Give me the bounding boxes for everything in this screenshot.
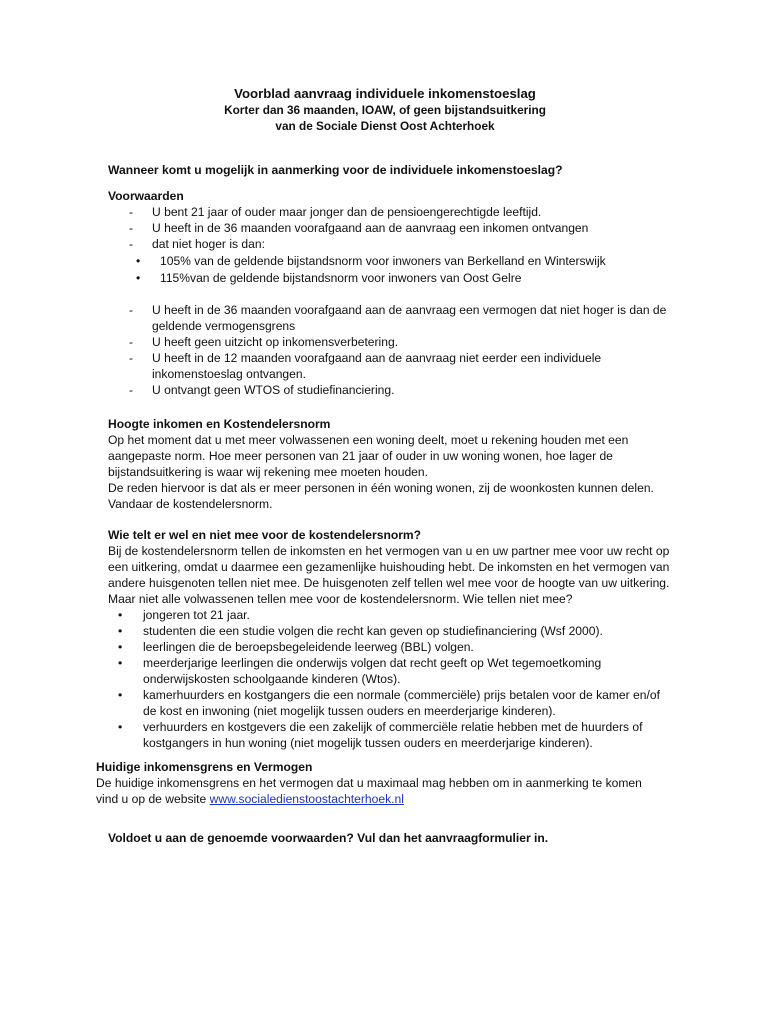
paragraph-line: De huidige inkomensgrens en het vermogen dat u maximaal mag hebben om in aanmerking te komen xyxy=(96,776,642,790)
conditions-heading: Voorwaarden xyxy=(108,189,184,203)
dash-marker: - xyxy=(129,221,134,235)
condition-text: geldende vermogensgrens xyxy=(152,319,296,333)
website-link[interactable]: www.socialedienstoostachterhoek.nl xyxy=(209,792,404,806)
condition-text: U bent 21 jaar of ouder maar jonger dan de pensioengerechtigde leeftijd. xyxy=(152,205,542,219)
paragraph-line: een uitkering, omdat u daarmee een gezamenlijke huishouding hebt. De inkomsten en het vermogen van xyxy=(108,560,670,574)
cost-sharer-heading: Wie telt er wel en niet mee voor de kostendelersnorm? xyxy=(108,528,422,542)
exclusion-text: verhuurders en kostgevers die een zakelijk of commerciële relatie hebben met de huurders of xyxy=(143,720,643,734)
dash-marker: - xyxy=(129,303,134,317)
exclusion-text: onderwijskosten schoolgaande kinderen (Wtos). xyxy=(143,672,401,686)
condition-text: dat niet hoger is dan: xyxy=(152,237,265,251)
income-height-heading: Hoogte inkomen en Kostendelersnorm xyxy=(108,417,331,431)
document-subtitle-organisation: van de Sociale Dienst Oost Achterhoek xyxy=(275,119,495,133)
dash-marker: - xyxy=(129,205,134,219)
dash-marker: - xyxy=(129,351,134,365)
exclusion-text: de kost en inwoning (niet mogelijk tussen ouders en meerderjarige kinderen). xyxy=(143,704,556,718)
exclusion-text: kostgangers in hun woning (niet mogelijk tussen ouders en meerderjarige kinderen). xyxy=(143,736,593,750)
current-limit-heading: Huidige inkomensgrens en Vermogen xyxy=(96,760,313,774)
paragraph-line: andere huisgenoten tellen niet mee. De huisgenoten zelf tellen wel mee voor de hoogte van uw uitkering. xyxy=(108,576,670,590)
document-title: Voorblad aanvraag individuele inkomenstoeslag xyxy=(234,86,536,101)
bullet-marker: • xyxy=(118,688,123,702)
closing-statement: Voldoet u aan de genoemde voorwaarden? Vul dan het aanvraagformulier in. xyxy=(108,831,549,845)
exclusion-text: meerderjarige leerlingen die onderwijs volgen dat recht geeft op Wet tegemoetkoming xyxy=(143,656,602,670)
paragraph-line: De reden hiervoor is dat als er meer personen in één woning wonen, zij de woonkosten kunnen delen. xyxy=(108,481,654,495)
bullet-marker: • xyxy=(118,720,123,734)
paragraph-line: bijstandsuitkering is waar wij rekening mee moeten houden. xyxy=(108,465,428,479)
condition-text: U heeft in de 36 maanden voorafgaand aan de aanvraag een vermogen dat niet hoger is dan de xyxy=(152,303,667,317)
paragraph-line: Maar niet alle volwassenen tellen mee voor de kostendelersnorm. Wie tellen niet mee? xyxy=(108,592,573,606)
exclusion-text: studenten die een studie volgen die recht kan geven op studiefinanciering (Wsf 2000). xyxy=(143,624,603,638)
condition-text: U heeft in de 12 maanden voorafgaand aan de aanvraag niet eerder een individuele xyxy=(152,351,602,365)
document-subtitle: Korter dan 36 maanden, IOAW, of geen bijstandsuitkering xyxy=(224,103,546,117)
website-line xyxy=(96,791,404,807)
paragraph-line: Vandaar de kostendelersnorm. xyxy=(108,497,273,511)
condition-text: 115%van de geldende bijstandsnorm voor inwoners van Oost Gelre xyxy=(160,271,522,285)
exclusion-text: jongeren tot 21 jaar. xyxy=(143,608,250,622)
paragraph-line: aangepaste norm. Hoe meer personen van 21 jaar of ouder in uw woning wonen, hoe lager de xyxy=(108,449,613,463)
dash-marker: - xyxy=(129,335,134,349)
bullet-marker: • xyxy=(136,254,141,268)
condition-text: U heeft geen uitzicht op inkomensverbetering. xyxy=(152,335,399,349)
condition-text: inkomenstoeslag ontvangen. xyxy=(152,367,306,381)
condition-text: U heeft in de 36 maanden voorafgaand aan de aanvraag een inkomen ontvangen xyxy=(152,221,589,235)
condition-text: 105% van de geldende bijstandsnorm voor inwoners van Berkelland en Winterswijk xyxy=(160,254,606,268)
exclusion-text: kamerhuurders en kostgangers die een normale (commerciële) prijs betalen voor de kamer en/of xyxy=(143,688,660,702)
paragraph-line: Bij de kostendelersnorm tellen de inkomsten en het vermogen van u en uw partner mee voor uw recht op xyxy=(108,544,670,558)
dash-marker: - xyxy=(129,383,134,397)
eligibility-question: Wanneer komt u mogelijk in aanmerking voor de individuele inkomenstoeslag? xyxy=(108,163,563,177)
bullet-marker: • xyxy=(118,640,123,654)
bullet-marker: • xyxy=(118,624,123,638)
bullet-marker: • xyxy=(118,656,123,670)
website-prefix: vind u op de website xyxy=(96,792,210,806)
condition-text: U ontvangt geen WTOS of studiefinanciering. xyxy=(152,383,395,397)
exclusion-text: leerlingen die de beroepsbegeleidende leerweg (BBL) volgen. xyxy=(143,640,474,654)
bullet-marker: • xyxy=(118,608,123,622)
bullet-marker: • xyxy=(136,271,141,285)
dash-marker: - xyxy=(129,237,134,251)
paragraph-line: Op het moment dat u met meer volwassenen een woning deelt, moet u rekening houden met een xyxy=(108,433,629,447)
